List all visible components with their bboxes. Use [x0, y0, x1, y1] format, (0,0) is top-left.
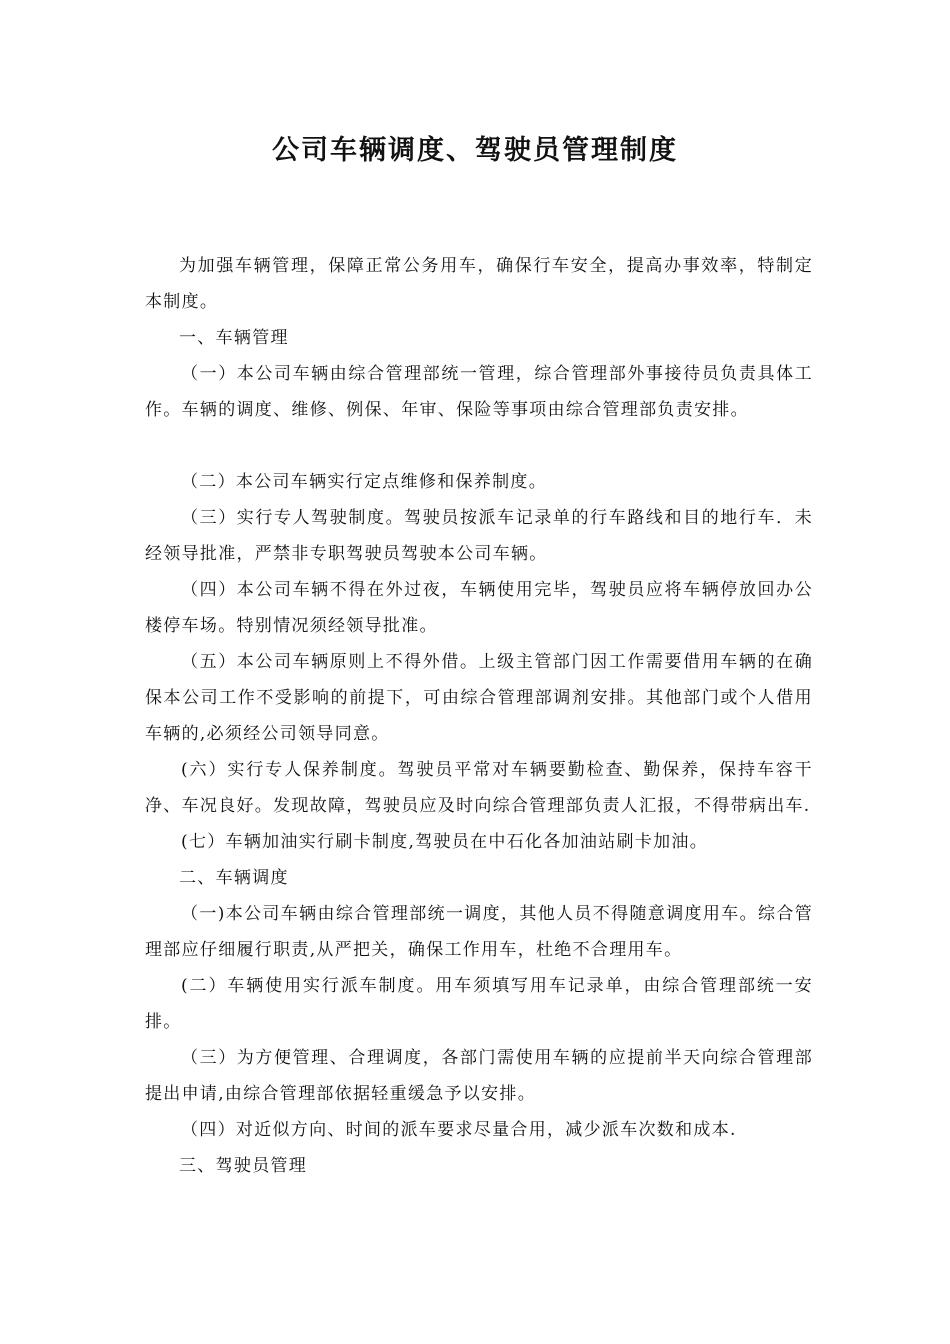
section-heading-driver-management: 三、驾驶员管理	[179, 1156, 308, 1176]
section-heading-vehicle-management: 一、车辆管理	[179, 328, 289, 348]
clause-paragraph: （三）实行专人驾驶制度。驾驶员按派车记录单的行车路线和目的地行车．未经领导批准，严禁非专职驾驶员驾驶本公司车辆。	[145, 508, 813, 564]
clause-paragraph: （三）为方便管理、合理调度，各部门需使用车辆的应提前半天向综合管理部提出申请,由综合管理部依据轻重缓急予以安排。	[145, 1048, 813, 1104]
document-body	[145, 248, 813, 1184]
clause-paragraph: (六）实行专人保养制度。驾驶员平常对车辆要勤检查、勤保养，保持车容干净、车况良好。发现故障，驾驶员应及时向综合管理部负责人汇报，不得带病出车.	[145, 760, 813, 816]
document-title: 公司车辆调度、驾驶员管理制度	[272, 135, 678, 166]
paragraph-spacer	[145, 428, 813, 464]
clause-paragraph: （一）本公司车辆由综合管理部统一管理，综合管理部外事接待员负责具体工作。车辆的调度、维修、例保、年审、保险等事项由综合管理部负责安排。	[145, 364, 813, 420]
clause-paragraph: (七）车辆加油实行刷卡制度,驾驶员在中石化各加油站刷卡加油。	[181, 832, 709, 852]
clause-paragraph: （四）对近似方向、时间的派车要求尽量合用，减少派车次数和成本.	[181, 1120, 737, 1140]
clause-paragraph: （四）本公司车辆不得在外过夜，车辆使用完毕，驾驶员应将车辆停放回办公楼停车场。特别情况须经领导批准。	[145, 580, 813, 636]
clause-paragraph: （一)本公司车辆由综合管理部统一调度，其他人员不得随意调度用车。综合管理部应仔细履行职责,从严把关，确保工作用车，杜绝不合理用车。	[145, 904, 813, 960]
section-heading-vehicle-dispatch: 二、车辆调度	[179, 868, 289, 888]
clause-paragraph: (二）车辆使用实行派车制度。用车须填写用车记录单，由综合管理部统一安排。	[145, 976, 813, 1032]
clause-paragraph: （五）本公司车辆原则上不得外借。上级主管部门因工作需要借用车辆的在确保本公司工作不受影响的前提下，可由综合管理部调剂安排。其他部门或个人借用车辆的,必须经公司领导同意。	[145, 652, 813, 744]
intro-paragraph: 为加强车辆管理，保障正常公务用车，确保行车安全，提高办事效率，特制定本制度。	[145, 256, 813, 312]
clause-paragraph: （二）本公司车辆实行定点维修和保养制度。	[181, 472, 547, 492]
